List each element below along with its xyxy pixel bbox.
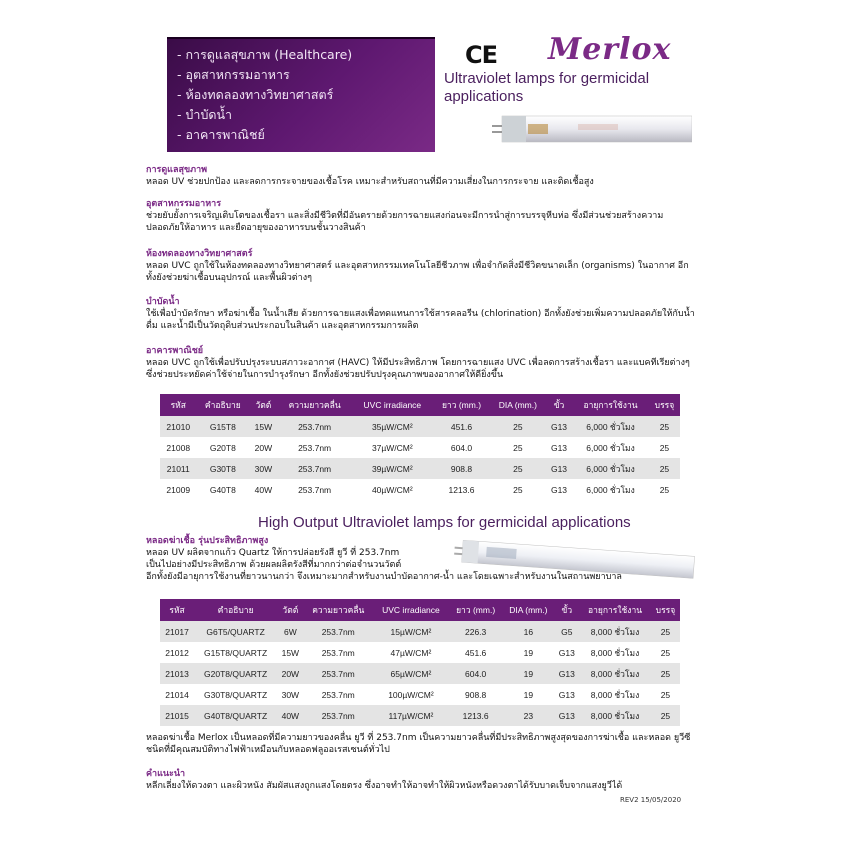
table-cell: 15µW/CM² [373, 621, 449, 642]
quartz-uv-lamp-icon [452, 540, 696, 582]
section-text: หลอด UV ช่วยปกป้อง และลดการกระจายของเชื้อโรค เหมาะสำหรับสถานที่มีความเสี่ยงในการกระจาย และติดเชื้อสูง [146, 177, 594, 187]
table-cell: 253.7nm [278, 437, 352, 458]
table-cell: 100µW/CM² [373, 684, 449, 705]
application-item: - ห้องทดลองทางวิทยาศาสตร์ [177, 87, 334, 102]
col-base: ขั้ว [554, 599, 579, 621]
table-cell: 25 [651, 705, 680, 726]
table-cell: 25 [649, 416, 680, 437]
section-laboratory [146, 248, 696, 284]
table-row [160, 458, 680, 479]
section-food-industry [146, 198, 696, 234]
table-cell: 15W [277, 642, 304, 663]
table-cell: 19 [502, 684, 554, 705]
table-cell: 6,000 ชั่วโมง [572, 437, 649, 458]
brand-logo: Merlox [548, 32, 672, 67]
table-cell: G5 [554, 621, 579, 642]
table-cell: 6,000 ชั่วโมง [572, 458, 649, 479]
table-cell: 8,000 ชั่วโมง [579, 684, 651, 705]
page-subtitle: Ultraviolet lamps for germicidal applications [444, 70, 650, 105]
table-cell: G13 [554, 705, 579, 726]
col-code: รหัส [160, 394, 197, 416]
applications-banner [167, 37, 435, 152]
col-irradiance: UVC irradiance [373, 599, 449, 621]
table-cell: 25 [649, 437, 680, 458]
table-cell: G30T8/QUARTZ [194, 684, 277, 705]
table-cell: 25 [651, 663, 680, 684]
table-cell: 253.7nm [304, 684, 373, 705]
table-cell: 451.6 [449, 642, 502, 663]
table-cell: G15T8/QUARTZ [194, 642, 277, 663]
table-cell: 25 [490, 458, 546, 479]
table-cell: 16 [502, 621, 554, 642]
application-item: - การดูแลสุขภาพ (Healthcare) [177, 47, 353, 62]
section-title: ห้องทดลองทางวิทยาศาสตร์ [146, 249, 253, 259]
col-code: รหัส [160, 599, 194, 621]
section-title: การดูแลสุขภาพ [146, 165, 208, 175]
table-cell: 25 [490, 416, 546, 437]
col-watt: วัตต์ [277, 599, 304, 621]
table-cell: G15T8 [197, 416, 250, 437]
col-watt: วัตต์ [249, 394, 277, 416]
table-cell: 40W [277, 705, 304, 726]
table-cell: 117µW/CM² [373, 705, 449, 726]
table-cell: 21017 [160, 621, 194, 642]
table-cell: 8,000 ชั่วโมง [579, 705, 651, 726]
table-cell: G13 [546, 479, 573, 500]
table-cell: 253.7nm [278, 479, 352, 500]
applications-list [167, 39, 435, 145]
table-cell: 253.7nm [304, 663, 373, 684]
table-cell: 19 [502, 642, 554, 663]
table-cell: 1213.6 [433, 479, 490, 500]
table-row [160, 621, 680, 642]
table-cell: 20W [277, 663, 304, 684]
warning-section [146, 768, 696, 792]
table-cell: 25 [649, 458, 680, 479]
table-row [160, 663, 680, 684]
col-diameter: DIA (mm.) [502, 599, 554, 621]
section-title: อาคารพาณิชย์ [146, 346, 204, 356]
table-cell: 253.7nm [304, 705, 373, 726]
table-cell: 253.7nm [304, 642, 373, 663]
table-cell: 21013 [160, 663, 194, 684]
table-cell: 253.7nm [278, 416, 352, 437]
table-header-row [160, 394, 680, 416]
table-cell: 20W [249, 437, 277, 458]
application-item: - บำบัดน้ำ [177, 107, 233, 122]
table-row [160, 416, 680, 437]
table-row [160, 642, 680, 663]
table-cell: 30W [277, 684, 304, 705]
table-cell: 6W [277, 621, 304, 642]
table-cell: 47µW/CM² [373, 642, 449, 663]
section-text: ใช้เพื่อบำบัดรักษา หรือฆ่าเชื้อ ในน้ำเสีย ด้วยการฉายแสงเพื่อทดแทนการใช้สารคลอรีน (chlorination) อีกทั้งยังช่วยเพิ่มความปลอดภัยให้กับน้ำดื่ม และน้ำมีเป็นวัตถุดิบส่วนประกอบในสินค้า และอุตสาหกรรมการผลิต [146, 309, 695, 331]
col-lifetime: อายุการใช้งาน [572, 394, 649, 416]
table-cell: 25 [490, 479, 546, 500]
table-cell: 30W [249, 458, 277, 479]
section-water-treatment [146, 296, 696, 332]
table-cell: 65µW/CM² [373, 663, 449, 684]
revision-label: REV2 15/05/2020 [620, 796, 682, 804]
col-length: ยาว (mm.) [433, 394, 490, 416]
table-cell: 604.0 [449, 663, 502, 684]
table-row [160, 479, 680, 500]
table-cell: 226.3 [449, 621, 502, 642]
table-cell: 15W [249, 416, 277, 437]
application-item: - อุตสาหกรรมอาหาร [177, 67, 290, 82]
table-cell: G13 [546, 437, 573, 458]
table-cell: 35µW/CM² [352, 416, 433, 437]
table-cell: 253.7nm [278, 458, 352, 479]
table-cell: 21008 [160, 437, 197, 458]
table-cell: G13 [554, 684, 579, 705]
col-irradiance: UVC irradiance [352, 394, 433, 416]
table-cell: 25 [649, 479, 680, 500]
table-cell: G13 [546, 416, 573, 437]
table-cell: 21012 [160, 642, 194, 663]
table-cell: 21011 [160, 458, 197, 479]
table-cell: 8,000 ชั่วโมง [579, 621, 651, 642]
uv-lamp-icon [488, 110, 692, 146]
high-output-lamps-table [160, 599, 680, 726]
table-cell: 39µW/CM² [352, 458, 433, 479]
table-cell: G13 [554, 663, 579, 684]
table-cell: 19 [502, 663, 554, 684]
section-text: หลอด UVC ถูกใช้เพื่อปรับปรุงระบบสภาวะอากาศ (HAVC) ให้มีประสิทธิภาพ โดยการฉายแสง UVC เพื่อลดการสร้างเชื้อรา และแบคทีเรียต่างๆ ซึ่งช่วยประหยัดค่าใช้จ่ายในการบำรุงรักษา อีกทั้งยังช่วยปรับปรุงคุณภาพของอากาศให้ดียิ่งขึ้น [146, 358, 690, 380]
table-cell: 604.0 [433, 437, 490, 458]
application-item: - อาคารพาณิชย์ [177, 127, 265, 142]
table-cell: 40W [249, 479, 277, 500]
table-cell: 8,000 ชั่วโมง [579, 663, 651, 684]
standard-lamps-table [160, 394, 680, 500]
table-cell: G40T8/QUARTZ [194, 705, 277, 726]
table-cell: G40T8 [197, 479, 250, 500]
col-pack: บรรจุ [649, 394, 680, 416]
table-cell: 8,000 ชั่วโมง [579, 642, 651, 663]
col-wavelength: ความยาวคลื่น [278, 394, 352, 416]
high-output-title: High Output Ultraviolet lamps for germicidal applications [258, 514, 631, 531]
table-row [160, 684, 680, 705]
table-cell: 1213.6 [449, 705, 502, 726]
table-cell: 253.7nm [304, 621, 373, 642]
section-text: ช่วยยับยั้งการเจริญเติบโตของเชื้อรา และสิ่งมีชีวิตที่มีอันตรายด้วยการฉายแสงก่อนจะมีการนำสู่การบรรจุหีบห่อ ซึ่งมีส่วนช่วยสร้างความปลอดภัยให้อาหาร และยืดอายุของอาหารบนชั้นวางสินค้า [146, 211, 664, 233]
table-cell: 21014 [160, 684, 194, 705]
table-cell: G13 [554, 642, 579, 663]
col-description: คำอธิบาย [197, 394, 250, 416]
table-cell: 40µW/CM² [352, 479, 433, 500]
table-cell: G13 [546, 458, 573, 479]
table-cell: 25 [651, 642, 680, 663]
table-cell: 908.8 [433, 458, 490, 479]
col-length: ยาว (mm.) [449, 599, 502, 621]
section-title: บำบัดน้ำ [146, 297, 180, 307]
section-title: อุตสาหกรรมอาหาร [146, 199, 222, 209]
note-text: หลอดฆ่าเชื้อ Merlox เป็นหลอดที่มีความยาวของคลื่น ยูวี ที่ 253.7nm เป็นความยาวคลื่นที่มีประสิทธิภาพสูงสุดของการฆ่าเชื้อ และหลอด ยูวีซี ชนิดที่มีคุณสมบัติทางไฟฟ้าเหมือนกับหลอดฟลูออเรสเซนต์ทั่วไป [146, 733, 691, 755]
table-cell: 25 [651, 621, 680, 642]
table-cell: 451.6 [433, 416, 490, 437]
col-wavelength: ความยาวคลื่น [304, 599, 373, 621]
merlox-note [146, 732, 696, 756]
col-lifetime: อายุการใช้งาน [579, 599, 651, 621]
col-pack: บรรจุ [651, 599, 680, 621]
table-cell: 908.8 [449, 684, 502, 705]
table-cell: 23 [502, 705, 554, 726]
table-cell: G30T8 [197, 458, 250, 479]
table-cell: 21010 [160, 416, 197, 437]
col-base: ขั้ว [546, 394, 573, 416]
table-cell: 6,000 ชั่วโมง [572, 479, 649, 500]
table-cell: G20T8 [197, 437, 250, 458]
table-cell: 25 [490, 437, 546, 458]
section-line: อีกทั้งยังมีอายุการใช้งานที่ยาวนานกว่า จึงเหมาะมากสำหรับงานบำบัดอากาศ-น้ำ และโดยเฉพาะสำหรับงานในสถานพยาบาล [146, 572, 622, 582]
section-title: คำแนะนำ [146, 769, 186, 779]
section-text: หลอด UVC ถูกใช้ในห้องทดลองทางวิทยาศาสตร์ และอุตสาหกรรมเทคโนโลยีชีวภาพ เพื่อจำกัดสิ่งมีชีวิตขนาดเล็ก (organisms) ในอากาศ อีกทั้งยังช่วยฆ่าเชื้อบนอุปกรณ์ และพื้นผิวต่างๆ [146, 261, 689, 283]
table-row [160, 705, 680, 726]
section-commercial-building [146, 345, 696, 381]
table-cell: 21009 [160, 479, 197, 500]
table-cell: 21015 [160, 705, 194, 726]
table-cell: 37µW/CM² [352, 437, 433, 458]
section-line: หลอด UV ผลิตจากแก้ว Quartz ให้การปล่อยรังสี ยูวี ที่ 253.7nm [146, 548, 400, 558]
section-title: หลอดฆ่าเชื้อ รุ่นประสิทธิภาพสูง [146, 536, 269, 546]
section-healthcare [146, 164, 696, 188]
col-description: คำอธิบาย [194, 599, 277, 621]
table-cell: 25 [651, 684, 680, 705]
table-cell: 6,000 ชั่วโมง [572, 416, 649, 437]
table-cell: G20T8/QUARTZ [194, 663, 277, 684]
section-line: เป็นไปอย่างมีประสิทธิภาพ ด้วยผลผลิตรังสีที่มากกว่าต่อจำนวนวัตต์ [146, 560, 402, 570]
warning-text: หลีกเลี่ยงให้ดวงตา และผิวหนัง สัมผัสแสงถูกแสงโดยตรง ซึ่งอาจทำให้อาจทำให้ผิวหนังหรือดวงตาได้รับบาดเจ็บจากแสงยูวีได้ [146, 781, 623, 791]
ce-mark: CE [465, 41, 498, 69]
table-row [160, 437, 680, 458]
col-diameter: DIA (mm.) [490, 394, 546, 416]
table-header-row [160, 599, 680, 621]
table-cell: G6T5/QUARTZ [194, 621, 277, 642]
